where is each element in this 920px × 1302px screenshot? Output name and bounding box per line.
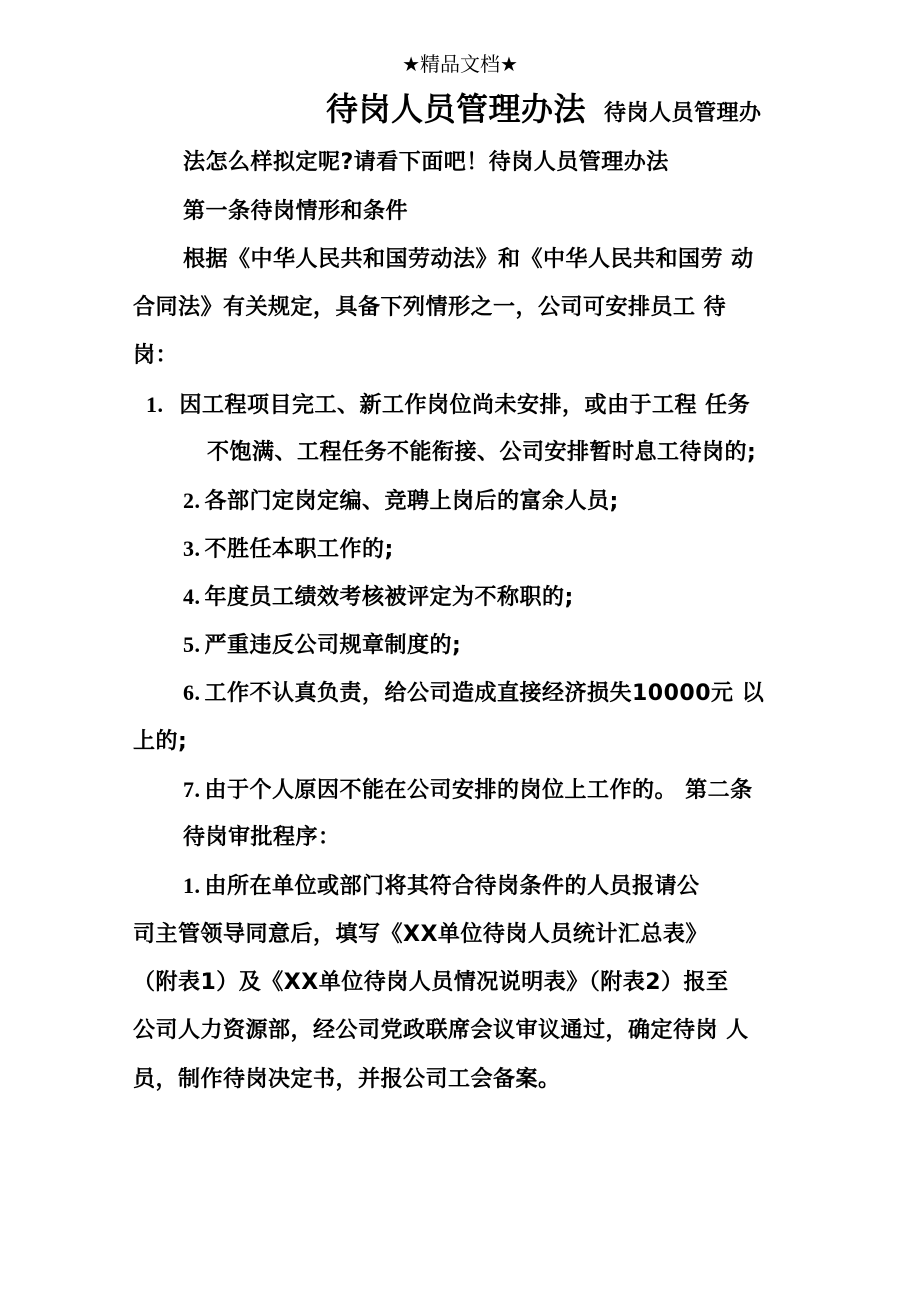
paragraph-line: 法怎么样拟定呢?请看下面吧！待岗人员管理办法 xyxy=(183,150,669,175)
list-number: 1. xyxy=(146,392,164,417)
list-item: 4. 年度员工绩效考核被评定为不称职的; xyxy=(183,584,574,610)
list-item: 2. 各部门定岗定编、竞聘上岗后的富余人员; xyxy=(183,488,619,514)
paragraph-line: （附表1）及《XX单位待岗人员情况说明表》（附表2）报至 xyxy=(133,970,729,995)
list-item: 5. 严重违反公司规章制度的; xyxy=(183,632,462,658)
list-item: 3. 不胜任本职工作的; xyxy=(183,536,394,562)
watermark-header: ★精品文档★ xyxy=(402,52,518,76)
paragraph-line: 司主管领导同意后，填写《XX单位待岗人员统计汇总表》 xyxy=(133,922,708,947)
paragraph-line: 岗： xyxy=(133,343,179,368)
list-item: 6. 工作不认真负责，给公司造成直接经济损失10000元 以 xyxy=(183,680,765,706)
paragraph-line: 合同法》有关规定，具备下列情形之一，公司可安排员工 待 xyxy=(133,295,727,320)
document-title xyxy=(326,88,762,135)
paragraph-line: 员，制作待岗决定书，并报公司工会备案。 xyxy=(133,1067,561,1092)
paragraph-line: 1. 由所在单位或部门将其符合待岗条件的人员报请公 xyxy=(183,873,700,899)
list-item-continuation: 不饱满、工程任务不能衔接、公司安排暂时息工待岗的; xyxy=(207,440,757,465)
title-sub: 待岗人员管理办 xyxy=(604,101,762,126)
title-main: 待岗人员管理办法 xyxy=(326,90,587,128)
list-item-continuation: 上的; xyxy=(133,729,188,754)
paragraph-line: 公司人力资源部，经公司党政联席会议审议通过，确定待岗 人 xyxy=(133,1018,749,1043)
section-heading: 待岗审批程序： xyxy=(183,825,341,850)
section-heading: 第一条待岗情形和条件 xyxy=(183,199,409,224)
list-item: 7. 由于个人原因不能在公司安排的岗位上工作的。 第二条 xyxy=(183,777,753,803)
list-item: 1. 因工程项目完工、新工作岗位尚未安排，或由于工程 任务 xyxy=(146,392,751,418)
paragraph-line: 根据《中华人民共和国劳动法》和《中华人民共和国劳 动 xyxy=(183,247,754,272)
